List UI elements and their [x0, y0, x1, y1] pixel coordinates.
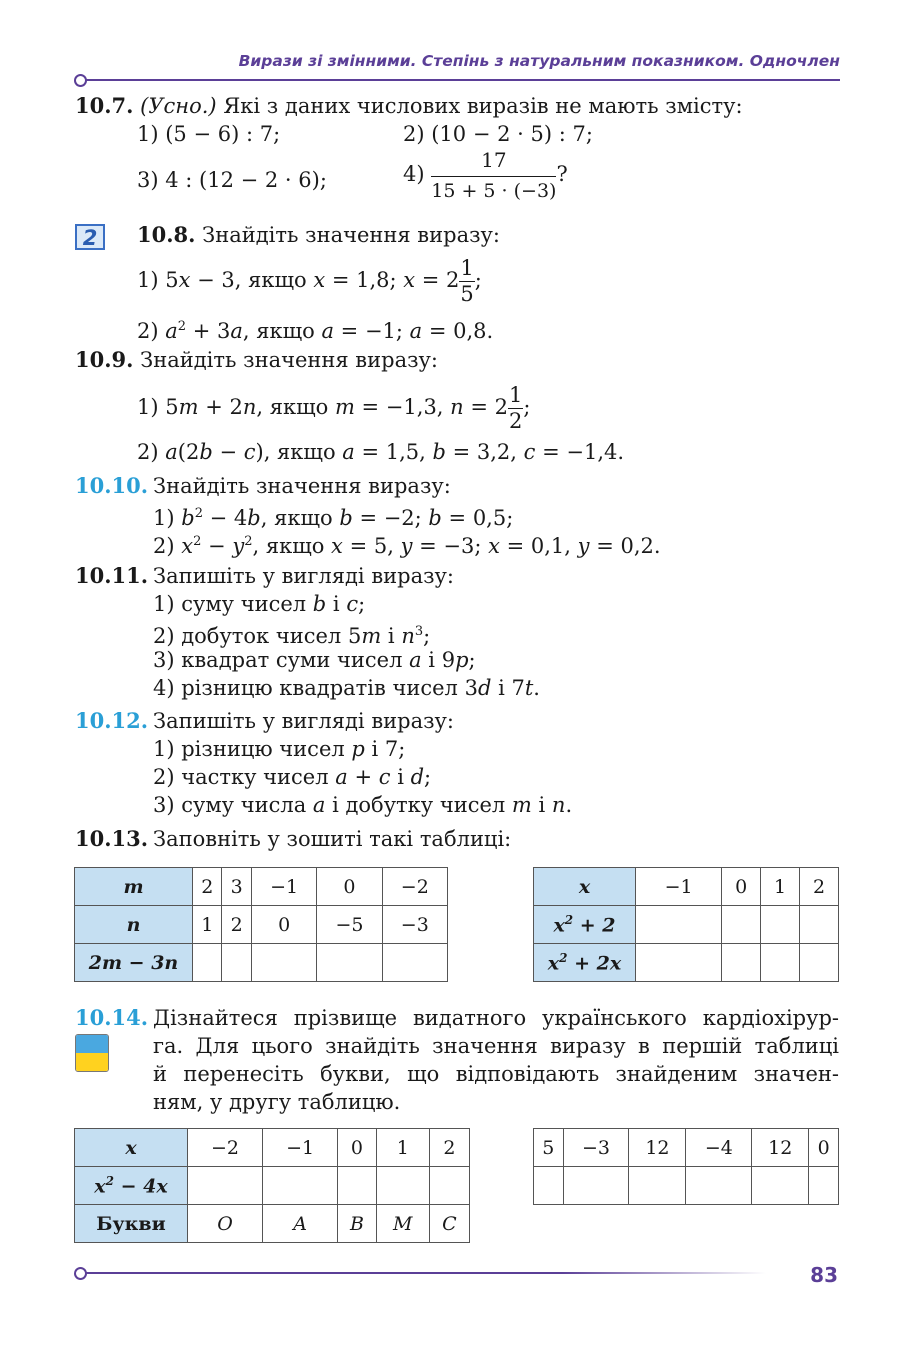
table-cell: 0 [251, 906, 316, 944]
exercise-10-10-item-2: 2) $x^2 - y^2$, якщо x = 5, y = −3; x = 0,1, y = 0,2. [153, 534, 661, 558]
table-cell [629, 1167, 686, 1205]
exercise-10-11-item-2: 2) добуток чисел 5m і $n^3$; [153, 624, 431, 648]
table-cell: −3 [382, 906, 447, 944]
row-header-cell: x [534, 868, 636, 906]
exercise-10-7-title: 10.7. (Усно.) Які з даних числових виразів не мають змісту: [75, 93, 743, 118]
table-cell: 2 [800, 868, 839, 906]
table-cell [193, 944, 222, 982]
exercise-10-12-item-2: 2) частку чисел a + c і d; [153, 765, 432, 789]
table-cell: 0 [809, 1129, 839, 1167]
table-cell [722, 906, 761, 944]
exercise-10-9-item-1: 1) 5m + 2n, якщо m = −1,3, n = 2 $\frac{1}{2}$ ; [137, 383, 531, 433]
table-row [75, 1167, 470, 1205]
exercise-10-13-number: 10.13. [75, 826, 149, 851]
table-cell: −3 [563, 1129, 629, 1167]
table-cell: −5 [317, 906, 382, 944]
exercise-10-11-item-3: 3) квадрат суми чисел a і 9p; [153, 648, 476, 672]
table-row [534, 1129, 839, 1167]
table-cell [382, 944, 447, 982]
table-cell [761, 906, 800, 944]
exercise-10-12-item-1: 1) різницю чисел p і 7; [153, 737, 406, 761]
table-cell: 2 [193, 868, 222, 906]
exercise-10-9-title: 10.9. Знайдіть значення виразу: [75, 347, 438, 372]
mixed-fraction: $\frac{1}{5}$ [460, 256, 474, 306]
oral-tag: (Усно.) [140, 94, 217, 118]
table-cell [800, 944, 839, 982]
exercise-10-8-item-2: 2) $a^2 + 3a$, якщо a = −1; a = 0,8. [137, 319, 494, 343]
exercise-10-7-item-1: 1) (5 − 6) : 7; [137, 122, 281, 146]
table-cell: −2 [382, 868, 447, 906]
table-cell: 2 [222, 906, 251, 944]
exercise-10-10-item-1: 1) $b^2 - 4b$, якщо b = −2; b = 0,5; [153, 506, 514, 530]
table-cell: −2 [188, 1129, 263, 1167]
exercise-10-12-number: 10.12. [75, 708, 149, 733]
level-2-badge-icon [75, 224, 105, 250]
table-x-letters [74, 1128, 470, 1243]
table-row [534, 1167, 839, 1205]
table-cell [686, 1167, 752, 1205]
ukraine-flag-icon [75, 1034, 109, 1072]
table-cell [722, 944, 761, 982]
table-cell [429, 1167, 469, 1205]
exercise-10-14-text: Дізнайтеся прізвище видатного українського кардіохірур- га. Для цього знайдіть значення виразу в першій таблиці й перенесіть букви, що відповідають знайденим значен- ням, у другу таблицю. [153, 1006, 839, 1114]
exercise-10-9-item-2: 2) a(2b − c), якщо a = 1,5, b = 3,2, c = −1,4. [137, 440, 625, 464]
exercise-10-8-title: 10.8. Знайдіть значення виразу: [137, 222, 500, 247]
table-m-n [74, 867, 448, 982]
exercise-10-11-item-1: 1) суму чисел b і c; [153, 592, 366, 616]
table-cell [534, 1167, 564, 1205]
table-cell [752, 1167, 809, 1205]
table-answers [533, 1128, 839, 1205]
table-cell: −1 [636, 868, 722, 906]
running-header: Вирази зі змінними. Степінь з натуральним показником. Одночлен [238, 52, 840, 70]
table-row [75, 1129, 470, 1167]
table-cell: C [429, 1205, 469, 1243]
table-cell: 12 [752, 1129, 809, 1167]
table-row [75, 868, 448, 906]
mixed-fraction: $\frac{1}{2}$ [509, 383, 523, 433]
table-cell [251, 944, 316, 982]
table-cell: 0 [317, 868, 382, 906]
header-divider [86, 79, 840, 81]
row-header-cell: 2m − 3n [75, 944, 193, 982]
table-cell [376, 1167, 429, 1205]
table-row [534, 944, 839, 982]
row-header-cell: x [75, 1129, 188, 1167]
table-cell [761, 944, 800, 982]
table-cell: M [376, 1205, 429, 1243]
footer-divider [86, 1272, 766, 1274]
row-header-cell: Букви [75, 1205, 188, 1243]
table-cell: 2 [429, 1129, 469, 1167]
table-cell: 12 [629, 1129, 686, 1167]
table-row [534, 906, 839, 944]
table-cell [563, 1167, 629, 1205]
exercise-10-12-item-3: 3) суму числа a і добутку чисел m і n. [153, 793, 573, 817]
table-row [534, 868, 839, 906]
table-cell [800, 906, 839, 944]
row-header-cell: $x^2 + 2x$ [534, 944, 636, 982]
table-cell [263, 1167, 338, 1205]
table-cell: 1 [376, 1129, 429, 1167]
table-cell [317, 944, 382, 982]
table-cell: 5 [534, 1129, 564, 1167]
exercise-10-8-item-1: 1) 5x − 3, якщо x = 1,8; x = 2 $\frac{1}{5}$ ; [137, 256, 482, 306]
row-header-cell: n [75, 906, 193, 944]
table-cell: 3 [222, 868, 251, 906]
table-cell: 0 [338, 1129, 377, 1167]
table-cell [636, 906, 722, 944]
table-cell: 0 [722, 868, 761, 906]
exercise-10-7-item-3: 3) 4 : (12 − 2 · 6); [137, 168, 327, 192]
table-cell [809, 1167, 839, 1205]
exercise-10-7-item-4: 4) $\frac{17}{15 + 5 \cdot (-3)}$ ? [403, 148, 568, 202]
page-number: 83 [810, 1263, 838, 1287]
table-cell [338, 1167, 377, 1205]
table-cell: −4 [686, 1129, 752, 1167]
fraction: $\frac{17}{15 + 5 \cdot (-3)}$ [431, 148, 557, 202]
table-row [75, 1205, 470, 1243]
table-row [75, 906, 448, 944]
exercise-10-11-number: 10.11. [75, 563, 149, 588]
row-header-cell: $x^2 - 4x$ [75, 1167, 188, 1205]
exercise-10-7-item-2: 2) (10 − 2 · 5) : 7; [403, 122, 593, 146]
row-header-cell: m [75, 868, 193, 906]
exercise-10-14-number: 10.14. [75, 1005, 149, 1030]
exercise-10-10-number: 10.10. [75, 473, 149, 498]
table-cell [222, 944, 251, 982]
table-cell [636, 944, 722, 982]
exercise-10-12-title: Запишіть у вигляді виразу: [153, 709, 454, 733]
table-cell: B [338, 1205, 377, 1243]
table-cell: 1 [193, 906, 222, 944]
table-cell: −1 [263, 1129, 338, 1167]
exercise-10-11-title: Запишіть у вигляді виразу: [153, 564, 454, 588]
table-cell: 1 [761, 868, 800, 906]
exercise-10-10-title: Знайдіть значення виразу: [153, 474, 451, 498]
table-cell: −1 [251, 868, 316, 906]
table-x-squared [533, 867, 839, 982]
table-cell: A [263, 1205, 338, 1243]
row-header-cell: $x^2 + 2$ [534, 906, 636, 944]
exercise-10-11-item-4: 4) різницю квадратів чисел 3d і 7t. [153, 676, 540, 700]
table-cell [188, 1167, 263, 1205]
svg-text:2: 2 [82, 226, 98, 250]
table-cell: O [188, 1205, 263, 1243]
exercise-10-13-title: Заповніть у зошиті такі таблиці: [153, 827, 512, 851]
table-row [75, 944, 448, 982]
